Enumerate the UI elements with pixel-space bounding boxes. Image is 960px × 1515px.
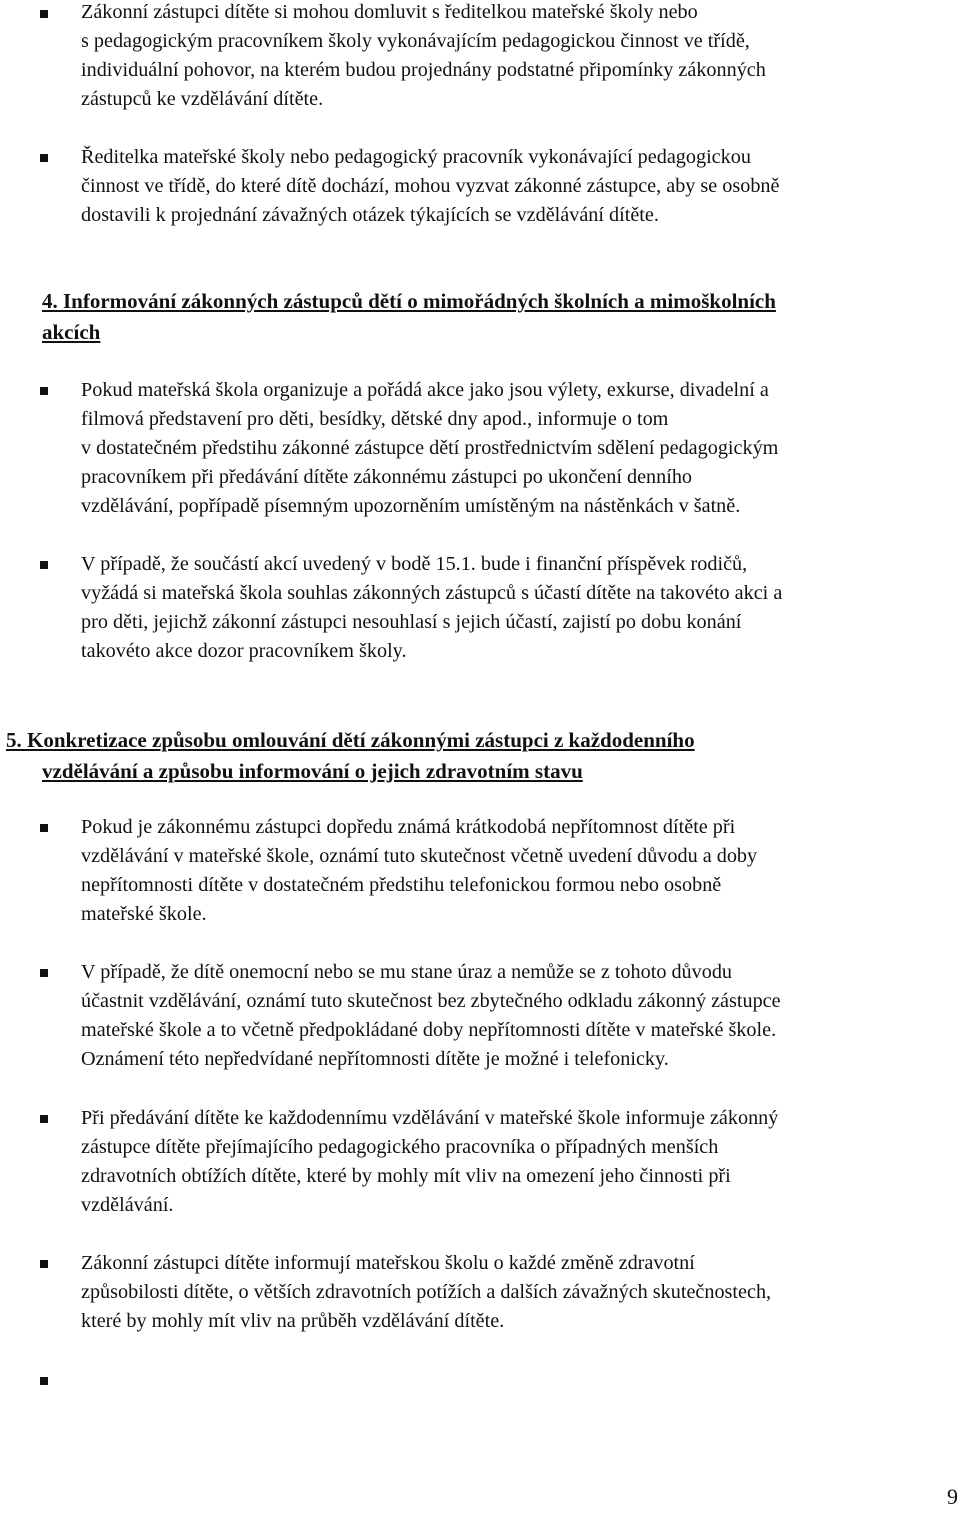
- text-line: Ředitelka mateřské školy nebo pedagogický pracovník vykonávající pedagogickou: [81, 146, 751, 168]
- bullet-icon: [40, 969, 48, 977]
- text-line: dostavili k projednání závažných otázek týkajících se vzdělávání dítěte.: [81, 204, 659, 226]
- bullet-icon: [40, 824, 48, 832]
- section-heading: [42, 286, 776, 348]
- heading-line: akcích: [42, 320, 101, 344]
- text-line: které by mohly mít vliv na průběh vzdělávání dítěte.: [81, 1310, 505, 1332]
- bullet-icon: [40, 1260, 48, 1268]
- text-line: individuální pohovor, na kterém budou projednány podstatné připomínky zákonných: [81, 59, 766, 81]
- text-line: způsobilosti dítěte, o větších zdravotních potížích a dalších závažných skutečnostech,: [81, 1281, 772, 1303]
- bullet-paragraph: [81, 813, 960, 929]
- bullet-icon: [40, 561, 48, 569]
- text-line: Při předávání dítěte ke každodennímu vzdělávání v mateřské škole informuje zákonný: [81, 1107, 779, 1129]
- text-line: Oznámení této nepředvídané nepřítomnosti dítěte je možné i telefonicky.: [81, 1048, 669, 1070]
- text-line: zdravotních obtížích dítěte, které by mohly mít vliv na omezení jeho činnosti při: [81, 1165, 731, 1187]
- bullet-icon: [40, 1377, 48, 1385]
- text-line: Pokud je zákonnému zástupci dopředu známá krátkodobá nepřítomnost dítěte při: [81, 816, 736, 838]
- section-heading: [6, 725, 695, 787]
- bullet-paragraph: [81, 550, 960, 666]
- bullet-icon: [40, 1115, 48, 1123]
- text-line: vzdělávání v mateřské škole, oznámí tuto skutečnost včetně uvedení důvodu a doby: [81, 845, 758, 867]
- heading-line: 5. Konkretizace způsobu omlouvání dětí zákonnými zástupci z každodenního: [6, 728, 695, 752]
- text-line: činnost ve třídě, do které dítě dochází, mohou vyzvat zákonné zástupce, aby se osobně: [81, 175, 780, 197]
- text-line: pracovníkem při předávání dítěte zákonnému zástupci po ukončení denního: [81, 466, 693, 488]
- text-line: V případě, že dítě onemocní nebo se mu stane úraz a nemůže se z tohoto důvodu: [81, 961, 733, 983]
- bullet-icon: [40, 10, 48, 18]
- text-line: takovéto akce dozor pracovníkem školy.: [81, 640, 407, 662]
- text-line: pro děti, jejichž zákonní zástupci nesouhlasí s jejich účastí, zajistí po dobu konání: [81, 611, 742, 633]
- text-line: vzdělávání.: [81, 1194, 174, 1216]
- bullet-paragraph: [81, 958, 960, 1074]
- text-line: Zákonní zástupci dítěte si mohou domluvit s ředitelkou mateřské školy nebo: [81, 1, 698, 23]
- text-line: mateřské škole a to včetně předpokládané doby nepřítomnosti dítěte v mateřské škole.: [81, 1019, 777, 1041]
- text-line: účastnit vzdělávání, oznámí tuto skutečnost bez zbytečného odkladu zákonný zástupce: [81, 990, 781, 1012]
- text-line: vyžádá si mateřská škola souhlas zákonných zástupců s účastí dítěte na takovéto akci a: [81, 582, 783, 604]
- bullet-paragraph: [81, 0, 960, 114]
- bullet-paragraph: [81, 1104, 960, 1220]
- text-line: zástupce dítěte přejímajícího pedagogického pracovníka o případných menších: [81, 1136, 719, 1158]
- bullet-paragraph: [81, 1249, 960, 1336]
- bullet-icon: [40, 387, 48, 395]
- bullet-icon: [40, 154, 48, 162]
- bullet-paragraph: [81, 376, 960, 521]
- heading-line: vzdělávání a způsobu informování o jejich zdravotním stavu: [42, 759, 583, 783]
- text-line: V případě, že součástí akcí uvedený v bodě 15.1. bude i finanční příspěvek rodičů,: [81, 553, 748, 575]
- text-line: vzdělávání, popřípadě písemným upozorněním umístěným na nástěnkách v šatně.: [81, 495, 741, 517]
- text-line: Zákonní zástupci dítěte informují mateřskou školu o každé změně zdravotní: [81, 1252, 695, 1274]
- text-line: Pokud mateřská škola organizuje a pořádá akce jako jsou výlety, exkurse, divadelní a: [81, 379, 769, 401]
- text-line: s pedagogickým pracovníkem školy vykonávajícím pedagogickou činnost ve třídě,: [81, 30, 750, 52]
- page-number: 9: [947, 1484, 958, 1509]
- text-line: zástupců ke vzdělávání dítěte.: [81, 88, 324, 110]
- text-line: filmová představení pro děti, besídky, dětské dny apod., informuje o tom: [81, 408, 669, 430]
- text-line: v dostatečném předstihu zákonné zástupce dětí prostřednictvím sdělení pedagogickým: [81, 437, 779, 459]
- text-line: nepřítomnosti dítěte v dostatečném předstihu telefonickou formou nebo osobně: [81, 874, 722, 896]
- text-line: mateřské škole.: [81, 903, 207, 925]
- heading-line: 4. Informování zákonných zástupců dětí o mimořádných školních a mimoškolních: [42, 289, 776, 313]
- bullet-paragraph: [81, 143, 960, 230]
